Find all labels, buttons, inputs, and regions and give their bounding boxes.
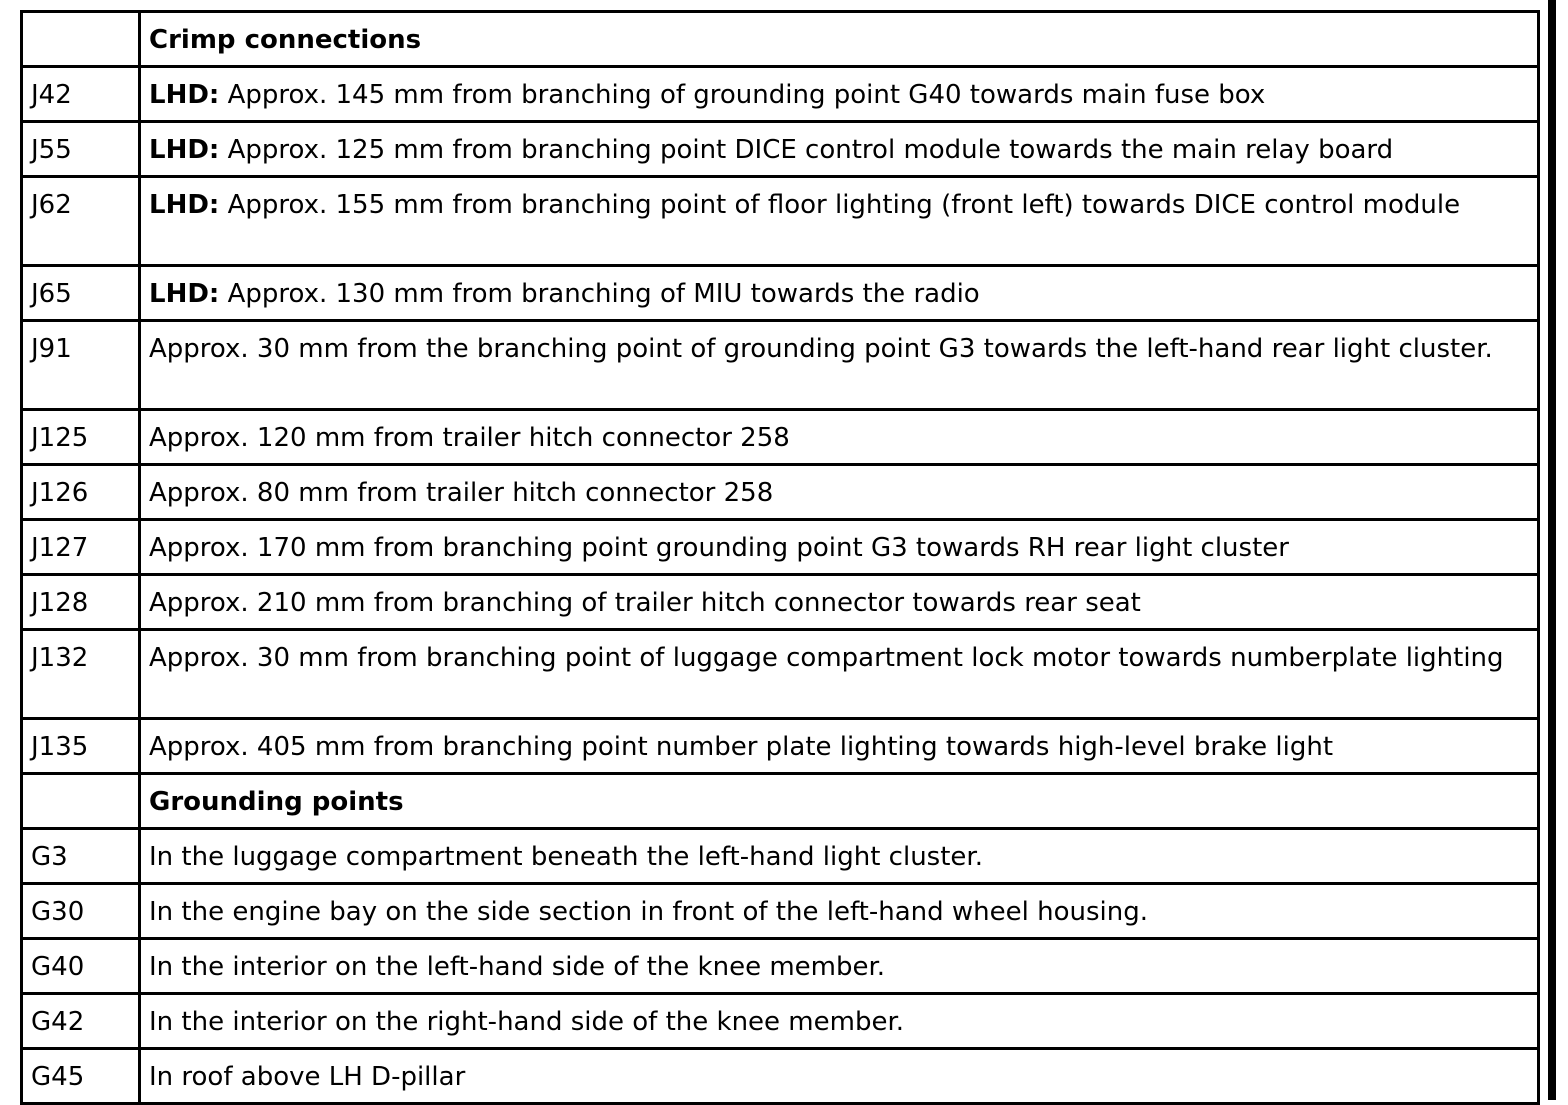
row-text: Approx. 30 mm from the branching point of grounding point G3 towards the left-hand rear light cluster. bbox=[149, 334, 1493, 364]
section-header-row bbox=[22, 12, 1539, 67]
row-description bbox=[140, 1049, 1539, 1104]
row-text: Approx. 210 mm from branching of trailer hitch connector towards rear seat bbox=[149, 588, 1141, 618]
table-row bbox=[22, 465, 1539, 520]
table-row bbox=[22, 520, 1539, 575]
table-row bbox=[22, 884, 1539, 939]
table-row bbox=[22, 1049, 1539, 1104]
row-prefix: LHD: bbox=[149, 80, 220, 110]
row-id: J62 bbox=[22, 177, 140, 266]
row-id: J135 bbox=[22, 719, 140, 774]
row-description bbox=[140, 122, 1539, 177]
row-description bbox=[140, 630, 1539, 719]
row-id: G45 bbox=[22, 1049, 140, 1104]
row-id: G42 bbox=[22, 994, 140, 1049]
row-id: J126 bbox=[22, 465, 140, 520]
table-row bbox=[22, 994, 1539, 1049]
right-edge-bar bbox=[1548, 0, 1556, 1100]
table-row bbox=[22, 719, 1539, 774]
row-id: G3 bbox=[22, 829, 140, 884]
row-text: In the engine bay on the side section in front of the left-hand wheel housing. bbox=[149, 897, 1148, 927]
row-description bbox=[140, 410, 1539, 465]
table-row bbox=[22, 575, 1539, 630]
row-prefix: LHD: bbox=[149, 279, 220, 309]
row-description bbox=[140, 67, 1539, 122]
row-id: J65 bbox=[22, 266, 140, 321]
connections-table bbox=[20, 10, 1540, 1105]
row-description bbox=[140, 266, 1539, 321]
row-id: J91 bbox=[22, 321, 140, 410]
row-prefix: LHD: bbox=[149, 135, 220, 165]
row-id: J125 bbox=[22, 410, 140, 465]
section-heading: Crimp connections bbox=[140, 12, 1539, 67]
row-id: J132 bbox=[22, 630, 140, 719]
row-text: Approx. 405 mm from branching point number plate lighting towards high-level brake light bbox=[149, 732, 1334, 762]
row-description bbox=[140, 939, 1539, 994]
row-id: G40 bbox=[22, 939, 140, 994]
empty-id-cell bbox=[22, 12, 140, 67]
row-description bbox=[140, 465, 1539, 520]
row-text: Approx. 80 mm from trailer hitch connector 258 bbox=[149, 478, 774, 508]
row-text: In the luggage compartment beneath the left-hand light cluster. bbox=[149, 842, 983, 872]
row-text: Approx. 125 mm from branching point DICE control module towards the main relay board bbox=[219, 135, 1394, 165]
row-description bbox=[140, 321, 1539, 410]
row-text: Approx. 130 mm from branching of MIU towards the radio bbox=[219, 279, 980, 309]
table-row bbox=[22, 67, 1539, 122]
row-description bbox=[140, 177, 1539, 266]
table-row bbox=[22, 939, 1539, 994]
row-text: In the interior on the left-hand side of the knee member. bbox=[149, 952, 886, 982]
row-id: J127 bbox=[22, 520, 140, 575]
table-row bbox=[22, 829, 1539, 884]
row-description bbox=[140, 520, 1539, 575]
table-body bbox=[22, 12, 1539, 1104]
table-row bbox=[22, 122, 1539, 177]
table-row bbox=[22, 321, 1539, 410]
section-heading: Grounding points bbox=[140, 774, 1539, 829]
row-text: Approx. 30 mm from branching point of luggage compartment lock motor towards numberplate lighting bbox=[149, 643, 1504, 673]
table-row bbox=[22, 177, 1539, 266]
row-description bbox=[140, 994, 1539, 1049]
row-text: Approx. 170 mm from branching point grounding point G3 towards RH rear light cluster bbox=[149, 533, 1289, 563]
row-description bbox=[140, 884, 1539, 939]
row-id: G30 bbox=[22, 884, 140, 939]
empty-id-cell bbox=[22, 774, 140, 829]
table-row bbox=[22, 410, 1539, 465]
row-id: J55 bbox=[22, 122, 140, 177]
row-text: In roof above LH D-pillar bbox=[149, 1062, 466, 1092]
table-row bbox=[22, 266, 1539, 321]
row-prefix: LHD: bbox=[149, 190, 220, 220]
row-description bbox=[140, 829, 1539, 884]
section-header-row bbox=[22, 774, 1539, 829]
row-text: Approx. 120 mm from trailer hitch connector 258 bbox=[149, 423, 790, 453]
row-text: Approx. 145 mm from branching of grounding point G40 towards main fuse box bbox=[219, 80, 1266, 110]
table-row bbox=[22, 630, 1539, 719]
row-id: J42 bbox=[22, 67, 140, 122]
row-description bbox=[140, 719, 1539, 774]
row-text: Approx. 155 mm from branching point of floor lighting (front left) towards DICE control module bbox=[219, 190, 1461, 220]
row-id: J128 bbox=[22, 575, 140, 630]
row-text: In the interior on the right-hand side of the knee member. bbox=[149, 1007, 905, 1037]
row-description bbox=[140, 575, 1539, 630]
